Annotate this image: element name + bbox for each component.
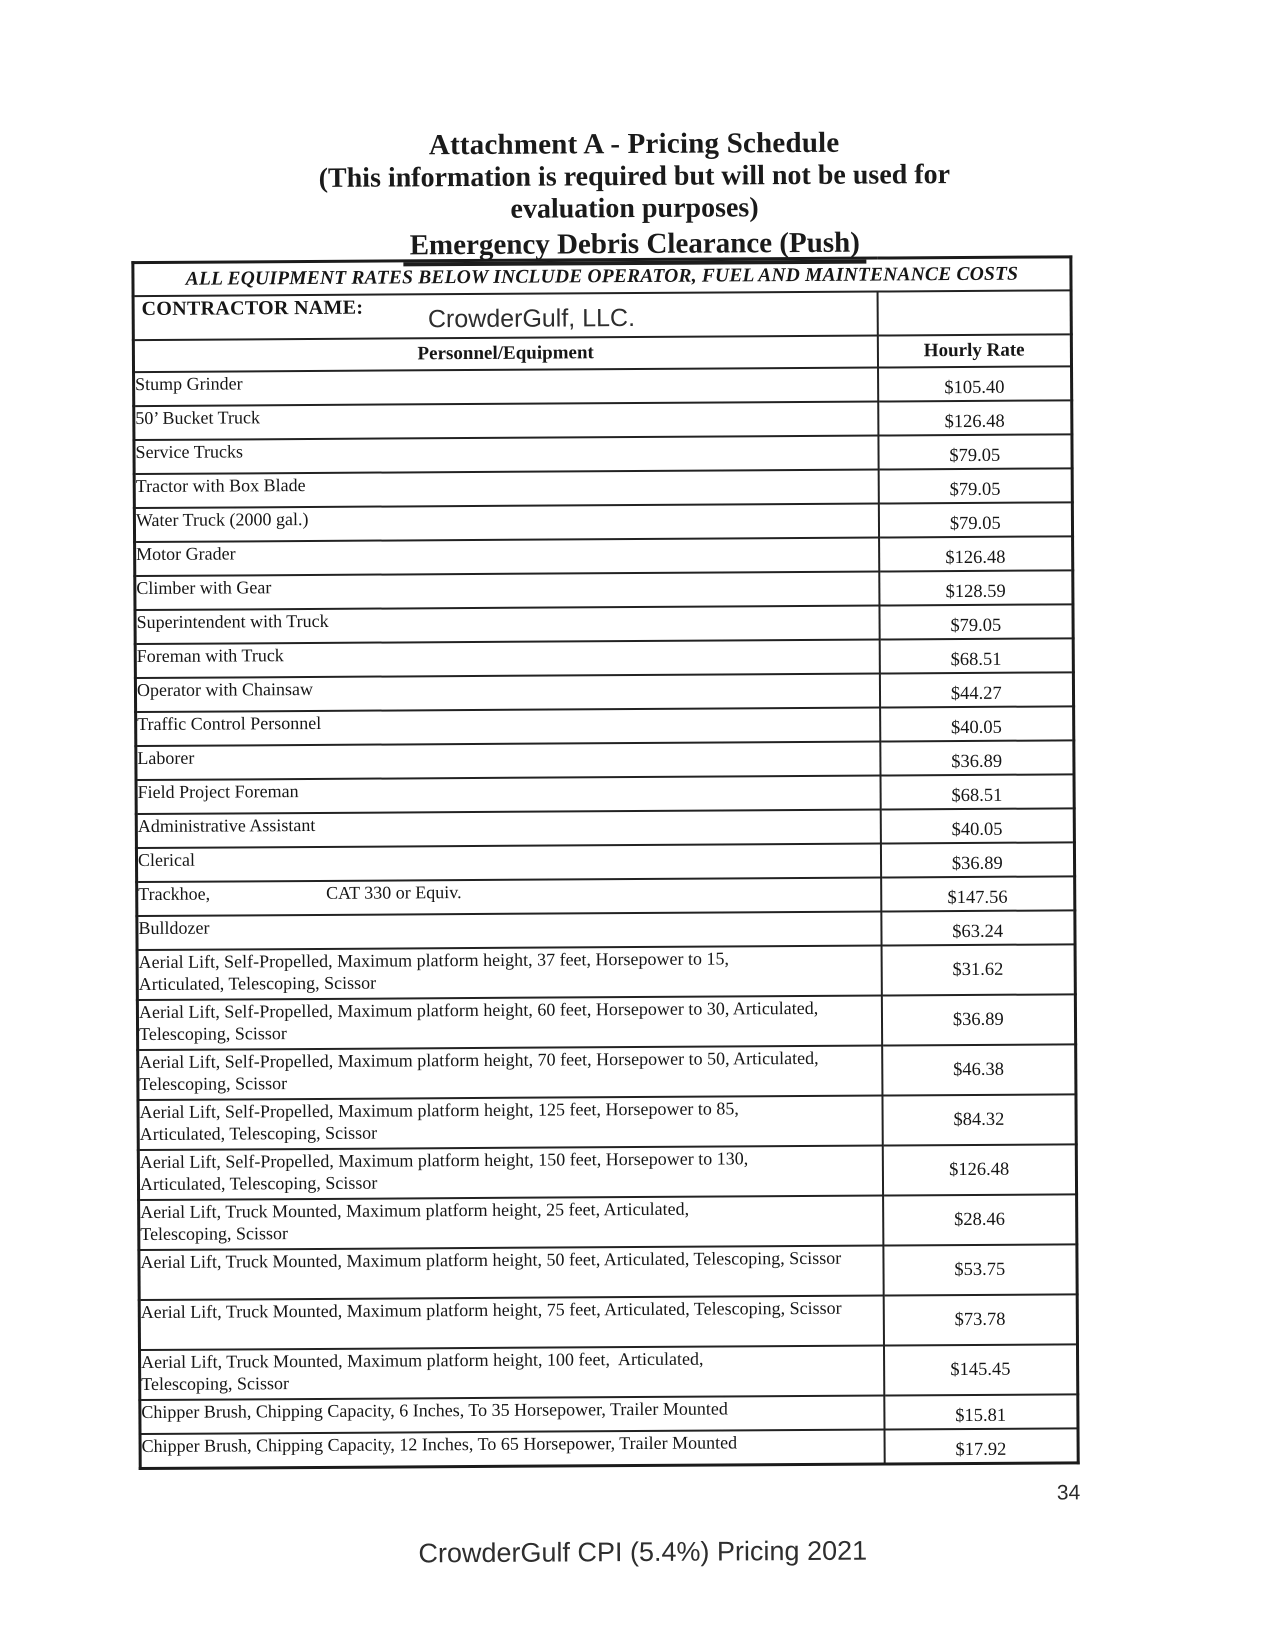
table-row bbox=[137, 944, 1075, 1000]
hourly-rate-cell: $46.38 bbox=[882, 1044, 1076, 1095]
equipment-label: Aerial Lift, Self-Propelled, Maximum platform height, 37 feet, Horsepower to 15, Articulated, Telescoping, Scissor bbox=[138, 948, 730, 995]
hourly-rate-cell: $128.59 bbox=[879, 570, 1073, 605]
table-row bbox=[137, 876, 1075, 916]
equipment-label: Chipper Brush, Chipping Capacity, 12 Inches, To 65 Horsepower, Trailer Mounted bbox=[141, 1432, 738, 1457]
hourly-rate-cell: $28.46 bbox=[883, 1194, 1077, 1245]
equipment-label-secondary: CAT 330 or Equiv. bbox=[325, 882, 462, 903]
equipment-label: Aerial Lift, Self-Propelled, Maximum platform height, 70 feet, Horsepower to 50, Articulated, Telescoping, Scissor bbox=[139, 1047, 823, 1095]
table-row bbox=[139, 1244, 1077, 1300]
equipment-cell bbox=[134, 436, 878, 475]
equipment-label: Stump Grinder bbox=[135, 373, 243, 395]
equipment-label: Operator with Chainsaw bbox=[136, 678, 313, 701]
equipment-label: Traffic Control Personnel bbox=[137, 712, 322, 735]
equipment-cell bbox=[136, 708, 880, 747]
hourly-rate-cell: $53.75 bbox=[883, 1244, 1077, 1295]
equipment-cell bbox=[138, 1096, 882, 1151]
table-row bbox=[134, 502, 1072, 542]
equipment-label: Aerial Lift, Truck Mounted, Maximum platform height, 50 feet, Articulated, Telescoping, Scissor bbox=[140, 1247, 842, 1273]
equipment-cell bbox=[138, 1146, 882, 1201]
hourly-rate-cell: $79.05 bbox=[879, 604, 1073, 639]
equipment-cell bbox=[135, 538, 879, 577]
equipment-label: Administrative Assistant bbox=[137, 814, 316, 837]
equipment-label: Aerial Lift, Self-Propelled, Maximum platform height, 125 feet, Horsepower to 85, Articulated, Telescoping, Scissor bbox=[139, 1098, 739, 1145]
equipment-label: Aerial Lift, Self-Propelled, Maximum platform height, 150 feet, Horsepower to 130, Articulated, Telescoping, Scissor bbox=[139, 1148, 749, 1195]
table-row bbox=[136, 740, 1074, 780]
equipment-label: Service Trucks bbox=[135, 441, 244, 463]
equipment-label: Aerial Lift, Truck Mounted, Maximum platform height, 25 feet, Articulated, Telescoping, Scissor bbox=[140, 1198, 690, 1245]
column-header-hourly-rate: Hourly Rate bbox=[877, 334, 1071, 367]
hourly-rate-cell: $145.45 bbox=[883, 1344, 1077, 1395]
equipment-label: Foreman with Truck bbox=[136, 645, 284, 667]
hourly-rate-cell: $63.24 bbox=[881, 910, 1075, 945]
equipment-label: Bulldozer bbox=[138, 917, 210, 939]
equipment-cell bbox=[139, 1246, 883, 1301]
equipment-cell bbox=[137, 946, 881, 1001]
note-line-2: evaluation purposes) bbox=[510, 192, 759, 225]
equipment-cell bbox=[139, 1296, 883, 1351]
table-row bbox=[134, 366, 1072, 406]
equipment-label: Tractor with Box Blade bbox=[135, 475, 306, 497]
page-title: Attachment A - Pricing Schedule bbox=[428, 126, 840, 162]
hourly-rate-cell: $126.48 bbox=[879, 536, 1073, 571]
equipment-cell bbox=[139, 1196, 883, 1251]
table-row bbox=[136, 706, 1074, 746]
hourly-rate-cell: $36.89 bbox=[880, 842, 1074, 877]
equipment-cell bbox=[140, 1396, 884, 1435]
title-block bbox=[0, 124, 1272, 269]
equipment-label: Motor Grader bbox=[136, 543, 236, 565]
table-row bbox=[139, 1194, 1077, 1250]
table-row bbox=[140, 1428, 1078, 1468]
hourly-rate-cell: $126.48 bbox=[882, 1144, 1076, 1195]
equipment-cell bbox=[135, 674, 879, 713]
equipment-cell bbox=[135, 606, 879, 645]
equipment-cell bbox=[134, 470, 878, 509]
equipment-cell bbox=[136, 742, 880, 781]
table-row bbox=[138, 1044, 1076, 1100]
hourly-rate-cell: $73.78 bbox=[883, 1294, 1077, 1345]
table-row bbox=[140, 1344, 1078, 1400]
table-row bbox=[138, 1144, 1076, 1200]
equipment-label: Trackhoe, bbox=[138, 883, 211, 905]
table-row bbox=[135, 604, 1073, 644]
equipment-cell bbox=[135, 640, 879, 679]
hourly-rate-cell: $36.89 bbox=[881, 994, 1075, 1045]
page-number: 34 bbox=[1056, 1481, 1081, 1505]
equipment-label: Clerical bbox=[137, 849, 196, 871]
hourly-rate-cell: $105.40 bbox=[878, 366, 1072, 401]
equipment-label: Field Project Foreman bbox=[137, 781, 299, 803]
table-row bbox=[139, 1294, 1077, 1350]
equipment-label: Chipper Brush, Chipping Capacity, 6 Inches, To 35 Horsepower, Trailer Mounted bbox=[141, 1398, 728, 1423]
contractor-row bbox=[133, 290, 1071, 340]
equipment-cell bbox=[137, 996, 881, 1051]
equipment-cell bbox=[134, 368, 878, 407]
hourly-rate-cell: $17.92 bbox=[884, 1428, 1078, 1463]
note-line-1: (This information is required but will not be used for bbox=[318, 159, 951, 194]
hourly-rate-cell: $40.05 bbox=[880, 706, 1074, 741]
table-row bbox=[140, 1394, 1078, 1434]
equipment-label: Aerial Lift, Self-Propelled, Maximum platform height, 60 feet, Horsepower to 30, Articulated, Telescoping, Scissor bbox=[138, 997, 823, 1045]
hourly-rate-cell: $79.05 bbox=[878, 502, 1072, 537]
equipment-cell bbox=[135, 572, 879, 611]
hourly-rate-cell: $68.51 bbox=[880, 774, 1074, 809]
equipment-label: Superintendent with Truck bbox=[136, 610, 329, 633]
table-row bbox=[135, 638, 1073, 678]
equipment-cell bbox=[136, 776, 880, 815]
table-row bbox=[138, 1094, 1076, 1150]
footer-text: CrowderGulf CPI (5.4%) Pricing 2021 bbox=[418, 1535, 868, 1569]
section-subtitle: Emergency Debris Clearance (Push) bbox=[404, 227, 866, 267]
equipment-cell bbox=[140, 1346, 884, 1401]
table-row bbox=[134, 434, 1072, 474]
banner-row bbox=[133, 257, 1071, 296]
table-row bbox=[136, 774, 1074, 814]
hourly-rate-cell: $147.56 bbox=[881, 876, 1075, 911]
equipment-cell bbox=[134, 402, 878, 441]
hourly-rate-cell: $40.05 bbox=[880, 808, 1074, 843]
table-row bbox=[135, 536, 1073, 576]
hourly-rate-cell: $68.51 bbox=[879, 638, 1073, 673]
contractor-name-value: CrowderGulf, LLC. bbox=[427, 304, 636, 334]
table-row bbox=[136, 842, 1074, 882]
equipment-cell bbox=[134, 504, 878, 543]
pricing-table bbox=[131, 255, 1079, 1469]
table-row bbox=[135, 672, 1073, 712]
table-row bbox=[137, 994, 1075, 1050]
equipment-cell bbox=[138, 1046, 882, 1101]
hourly-rate-cell: $36.89 bbox=[880, 740, 1074, 775]
hourly-rate-cell: $79.05 bbox=[878, 468, 1072, 503]
hourly-rate-cell: $84.32 bbox=[882, 1094, 1076, 1145]
hourly-rate-cell: $44.27 bbox=[879, 672, 1073, 707]
hourly-rate-cell: $31.62 bbox=[881, 944, 1075, 995]
equipment-cell bbox=[136, 810, 880, 849]
equipment-label: Aerial Lift, Truck Mounted, Maximum platform height, 100 feet, Articulated, Telescoping, Scissor bbox=[141, 1348, 704, 1395]
contractor-cell bbox=[133, 292, 877, 341]
equipment-label: 50’ Bucket Truck bbox=[135, 407, 261, 429]
equipment-label: Aerial Lift, Truck Mounted, Maximum platform height, 75 feet, Articulated, Telescoping, Scissor bbox=[140, 1297, 842, 1323]
table-row bbox=[134, 468, 1072, 508]
table-row bbox=[134, 400, 1072, 440]
column-header-equipment: Personnel/Equipment bbox=[133, 336, 877, 373]
equipment-cell bbox=[136, 844, 880, 883]
hourly-rate-cell: $15.81 bbox=[884, 1394, 1078, 1429]
equipment-cell bbox=[137, 878, 881, 917]
equipment-label: Laborer bbox=[137, 747, 195, 769]
hourly-rate-cell: $126.48 bbox=[878, 400, 1072, 435]
banner-text: ALL EQUIPMENT RATES BELOW INCLUDE OPERATOR, FUEL AND MAINTENANCE COSTS bbox=[133, 257, 1071, 296]
equipment-cell bbox=[140, 1430, 884, 1469]
equipment-label: Climber with Gear bbox=[136, 577, 272, 599]
table-row bbox=[137, 910, 1075, 950]
contractor-rate-cell-empty bbox=[877, 290, 1071, 335]
equipment-cell bbox=[137, 912, 881, 951]
table-row bbox=[135, 570, 1073, 610]
table-row bbox=[136, 808, 1074, 848]
contractor-name-label: CONTRACTOR NAME: bbox=[141, 296, 364, 321]
hourly-rate-cell: $79.05 bbox=[878, 434, 1072, 469]
equipment-label: Water Truck (2000 gal.) bbox=[135, 509, 309, 531]
